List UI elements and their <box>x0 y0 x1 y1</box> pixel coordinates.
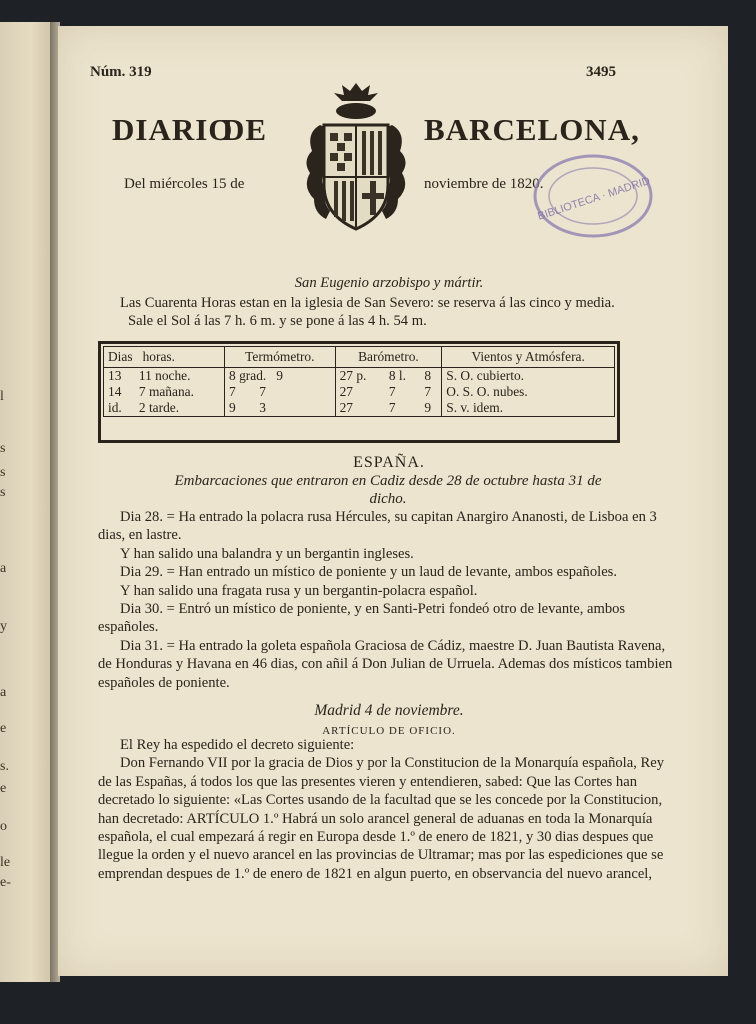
weather-cell: 14 <box>108 384 122 399</box>
left-page-fragment: e <box>0 781 7 796</box>
cuarenta-horas-notice: Las Cuarenta Horas estan en la iglesia de San Severo: se reserva á las cinco y media. <box>120 295 615 311</box>
news-paragraph: Dia 28. = Ha entrado la polacra rusa Hércules, su capitan Anargiro Ananosti, de Lisboa en 3 dias, en lastre. <box>98 509 657 544</box>
weather-header-thermometer: Termómetro. <box>225 347 336 368</box>
masthead-word-diario: DIARIO <box>112 112 234 147</box>
weather-row <box>104 400 615 417</box>
left-page-fragment: a <box>0 685 7 700</box>
left-page-fragment: a <box>0 561 7 576</box>
weather-cell: 7 7 <box>225 384 336 400</box>
weather-cell: 2 tarde. <box>135 400 225 417</box>
weather-cell: 7 mañana. <box>135 384 225 400</box>
left-page-fragment: l <box>0 389 4 404</box>
left-facing-page <box>0 22 52 982</box>
weather-cell: 7 <box>420 384 441 400</box>
decree-paragraph: El Rey ha espedido el decreto siguiente: <box>120 737 355 753</box>
weather-cell: 27 <box>339 384 353 399</box>
weather-cell: 9 3 <box>225 400 336 417</box>
weather-header-row <box>104 347 615 368</box>
madrid-dateline: Madrid 4 de noviembre. <box>314 702 464 719</box>
library-stamp-icon <box>528 146 658 246</box>
weather-cell: 8 l. <box>388 368 406 383</box>
left-page-fragment: s <box>0 485 6 500</box>
left-page-fragment: s. <box>0 759 9 774</box>
weather-cell: id. <box>108 400 122 415</box>
weather-cell: 11 noche. <box>135 368 225 385</box>
weather-cell: O. S. O. nubes. <box>446 384 528 399</box>
news-paragraph: Dia 29. = Han entrado un místico de poniente y un laud de levante, ambos españoles. <box>120 564 617 581</box>
saint-of-the-day: San Eugenio arzobispo y mártir. <box>294 275 484 291</box>
section-title: ESPAÑA. <box>353 454 425 471</box>
left-page-fragment: e <box>0 721 7 736</box>
left-page-fragment: s <box>0 441 6 456</box>
weather-cell: 7 <box>388 400 396 415</box>
weather-header-barometer: Barómetro. <box>335 347 442 368</box>
left-page-fragment: o <box>0 819 7 834</box>
weather-cell: S. O. cubierto. <box>446 368 525 383</box>
weather-cell: 13 <box>108 368 122 383</box>
news-paragraph: Y han salido una fragata rusa y un bergantin-polacra español. <box>120 582 478 599</box>
news-paragraph: Dia 30. = Entró un místico de poniente, y en Santi-Petri fondeó otro de levante, ambos españoles. <box>98 601 626 636</box>
weather-cell: 9 <box>420 400 441 417</box>
section-subhead: Embarcaciones que entraron en Cadiz desde 28 de octubre hasta 31 de dicho. <box>174 473 602 507</box>
articulo-heading: ARTÍCULO DE OFICIO. <box>322 725 456 737</box>
masthead-word-de: DE <box>222 112 268 147</box>
issue-number: Núm. 319 <box>90 64 152 80</box>
weather-cell: S. v. idem. <box>446 400 504 415</box>
news-paragraph: Dia 31. = Ha entrado la goleta española Graciosa de Cádiz, maestre D. Juan Bautista Ravena, de Honduras y Havana en 46 dias, con añil á Don Julian de Urruela. Ademas dos místicos tambien españoles de poniente. <box>98 637 673 691</box>
weather-cell: 7 <box>388 384 396 399</box>
dateline-month-year: noviembre de 1820. <box>424 176 544 192</box>
notices <box>98 294 680 331</box>
barcelona-coat-of-arms-icon <box>300 81 412 241</box>
newspaper-page <box>58 26 728 976</box>
left-page-fragment: y <box>0 619 7 634</box>
weather-header-days-hours: Dias horas. <box>104 347 225 368</box>
masthead-word-barcelona: BARCELONA, <box>424 112 640 147</box>
shipping-news <box>98 508 680 692</box>
sunrise-sunset: Sale el Sol á las 7 h. 6 m. y se pone á las 4 h. 54 m. <box>128 313 427 330</box>
left-page-fragment: e- <box>0 875 11 890</box>
weather-row <box>104 368 615 385</box>
news-paragraph: Y han salido una balandra y un bergantin ingleses. <box>120 545 414 562</box>
weather-table-frame <box>98 341 620 443</box>
decree-paragraph: Don Fernando VII por la gracia de Dios y por la Constitucion de la Monarquía española, Rey de las Españas, á todos los que las presentes vieren y entendieren, sabed: Que las Cortes han decretado lo siguiente: «Las Cortes usando de la facultad que se les concede por la Constitucion, han decretado: ARTÍCULO 1.º Habrá un solo arancel general de aduanas en toda la Monarquía española, el cual empezará á regir en Europa desde 1.º de enero de 1821, y 30 dias despues que llegue la orden y el nuevo arancel en las provincias de Ultramar; mas por las espediciones que se emprendan despues de 1.º de enero de 1821 en algun puerto, en observancia del nuevo arancel, <box>98 755 665 882</box>
royal-decree <box>98 736 680 883</box>
stamp-text: BIBLIOTECA · MADRID <box>536 175 652 223</box>
weather-cell: 8 <box>420 368 441 385</box>
weather-cell: 27 <box>339 400 353 415</box>
weather-cell: 8 grad. 9 <box>225 368 336 385</box>
weather-cell: 27 p. <box>339 368 367 383</box>
weather-row <box>104 384 615 400</box>
left-page-fragment: s <box>0 465 6 480</box>
weather-table <box>103 346 615 417</box>
dateline-weekday: Del miércoles 15 de <box>124 176 245 192</box>
weather-header-winds: Vientos y Atmósfera. <box>442 347 615 368</box>
page-number: 3495 <box>586 64 616 80</box>
left-page-fragment: le <box>0 855 11 870</box>
